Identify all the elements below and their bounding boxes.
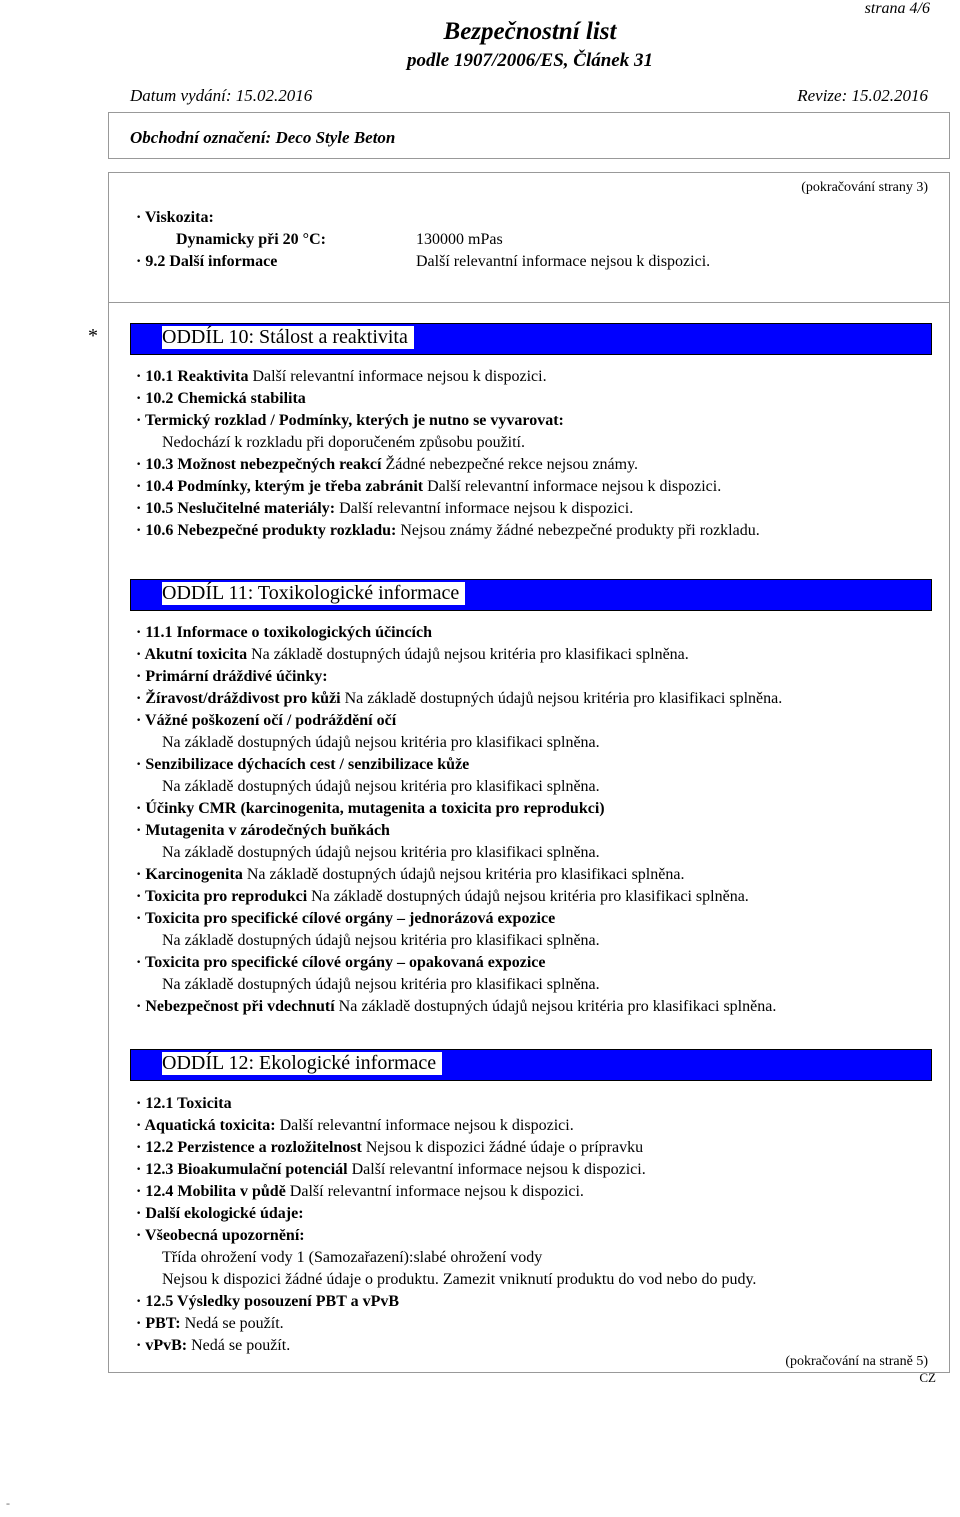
divider <box>949 172 950 1372</box>
stot-repeated-value: Na základě dostupných údajů nejsou kritéria pro klasifikaci splněna. <box>162 976 600 993</box>
primary-irritant-label: · Primární dráždivé účinky: <box>136 668 328 685</box>
skin-corrosion-label: · Žíravost/dráždivost pro kůži <box>136 690 341 707</box>
aquatic-toxicity-label: · Aquatická toxicita: <box>136 1117 276 1134</box>
viscosity-label: · Viskozita: <box>136 209 214 226</box>
carcinogenicity-label: · Karcinogenita <box>136 866 243 883</box>
trade-name: Obchodní označení: Deco Style Beton <box>130 128 396 147</box>
no-product-data: Nejsou k dispozici žádné údaje o produktu. Zamezit vniknutí produktu do vod nebo do pudy. <box>162 1271 757 1288</box>
conditions-to-avoid-label: · 10.4 Podmínky, kterým je třeba zabránit <box>136 478 424 495</box>
dynamic-viscosity-label: Dynamicky při 20 °C: <box>176 231 326 248</box>
divider <box>949 112 950 159</box>
eye-damage-label: · Vážné poškození očí / podráždění očí <box>136 712 397 729</box>
chemical-stability-label: · 10.2 Chemická stabilita <box>136 390 306 407</box>
acute-toxicity-value: Na základě dostupných údajů nejsou kritéria pro klasifikaci splněna. <box>247 646 689 663</box>
stot-single-label: · Toxicita pro specifické cílové orgány – jednorázová expozice <box>136 910 556 927</box>
bioaccumulation-label: · 12.3 Bioakumulační potenciál <box>136 1161 348 1178</box>
reproductive-toxicity-label: · Toxicita pro reprodukci <box>136 888 308 905</box>
divider <box>108 112 109 159</box>
other-eco-label: · Další ekologické údaje: <box>136 1205 304 1222</box>
mobility-value: Další relevantní informace nejsou k dispozici. <box>285 1183 584 1200</box>
section-10-title: ODDÍL 10: Stálost a reaktivita <box>162 326 414 349</box>
conditions-to-avoid-value: Další relevantní informace nejsou k dispozici. <box>423 478 722 495</box>
divider <box>108 158 950 159</box>
pbt-value: Nedá se použít. <box>180 1315 284 1332</box>
cmr-effects-label: · Účinky CMR (karcinogenita, mutagenita a toxicita pro reprodukci) <box>136 800 605 817</box>
continued-from: (pokračování strany 3) <box>801 180 928 195</box>
pbt-vpvb-label: · 12.5 Výsledky posouzení PBT a vPvB <box>136 1293 400 1310</box>
persistence-value: Nejsou k dispozici žádné údaje o prípravku <box>361 1139 644 1156</box>
hazardous-reactions-label: · 10.3 Možnost nebezpečných reakcí <box>136 456 382 473</box>
thermal-decomposition-label: · Termický rozklad / Podmínky, kterých je nutno se vyvarovat: <box>136 412 564 429</box>
mutagenicity-label: · Mutagenita v zárodečných buňkách <box>136 822 390 839</box>
divider <box>108 1372 950 1373</box>
divider <box>108 172 950 173</box>
document-subtitle: podle 1907/2006/ES, Článek 31 <box>407 50 653 71</box>
continued-to: (pokračování na straně 5) <box>785 1354 928 1369</box>
issue-date: Datum vydání: 15.02.2016 <box>130 86 313 105</box>
revision-marker: * <box>88 325 98 347</box>
other-info-label: · 9.2 Další informace <box>136 253 278 270</box>
reactivity-label: · 10.1 Reaktivita <box>136 368 249 385</box>
corner-mark: - <box>6 1496 10 1510</box>
reproductive-toxicity-value: Na základě dostupných údajů nejsou kritéria pro klasifikaci splněna. <box>307 888 749 905</box>
aspiration-hazard-value: Na základě dostupných údajů nejsou kritéria pro klasifikaci splněna. <box>334 998 777 1015</box>
toxicity-label: · 12.1 Toxicita <box>136 1095 232 1112</box>
section-12-title: ODDÍL 12: Ekologické informace <box>162 1052 442 1075</box>
persistence-label: · 12.2 Perzistence a rozložitelnost <box>136 1139 362 1156</box>
vpvb-value: Nedá se použít. <box>187 1337 291 1354</box>
divider <box>108 172 109 1372</box>
incompatible-materials-value: Další relevantní informace nejsou k dispozici. <box>335 500 634 517</box>
sensitisation-label: · Senzibilizace dýchacích cest / senzibilizace kůže <box>136 756 470 773</box>
language-code: CZ <box>919 1370 936 1385</box>
section-11-title: ODDÍL 11: Toxikologické informace <box>162 582 465 605</box>
revision-date: Revize: 15.02.2016 <box>797 86 928 105</box>
reactivity-value: Další relevantní informace nejsou k dispozici. <box>248 368 547 385</box>
vpvb-label: · vPvB: <box>136 1337 188 1354</box>
mobility-label: · 12.4 Mobilita v půdě <box>136 1183 286 1200</box>
toxicological-effects-label: · 11.1 Informace o toxikologických účincích <box>136 624 432 641</box>
stot-single-value: Na základě dostupných údajů nejsou kritéria pro klasifikaci splněna. <box>162 932 600 949</box>
decomposition-products-label: · 10.6 Nebezpečné produkty rozkladu: <box>136 522 397 539</box>
incompatible-materials-label: · 10.5 Neslučitelné materiály: <box>136 500 336 517</box>
water-hazard-class: Třída ohrožení vody 1 (Samozařazení):slabé ohrožení vody <box>162 1249 543 1266</box>
pbt-label: · PBT: <box>136 1315 181 1332</box>
aspiration-hazard-label: · Nebezpečnost při vdechnutí <box>136 998 335 1015</box>
skin-corrosion-value: Na základě dostupných údajů nejsou kritéria pro klasifikaci splněna. <box>340 690 783 707</box>
thermal-decomposition-value: Nedochází k rozkladu při doporučeném způsobu použití. <box>162 434 525 451</box>
other-info-value: Další relevantní informace nejsou k dispozici. <box>416 253 711 270</box>
acute-toxicity-label: · Akutní toxicita <box>136 646 248 663</box>
hazardous-reactions-value: Žádné nebezpečné rekce nejsou známy. <box>381 456 639 473</box>
decomposition-products-value: Nejsou známy žádné nebezpečné produkty při rozkladu. <box>396 522 760 539</box>
mutagenicity-value: Na základě dostupných údajů nejsou kritéria pro klasifikaci splněna. <box>162 844 600 861</box>
aquatic-toxicity-value: Další relevantní informace nejsou k dispozici. <box>275 1117 574 1134</box>
eye-damage-value: Na základě dostupných údajů nejsou kritéria pro klasifikaci splněna. <box>162 734 600 751</box>
general-notes-label: · Všeobecná upozornění: <box>136 1227 305 1244</box>
divider <box>108 302 950 303</box>
stot-repeated-label: · Toxicita pro specifické cílové orgány – opakovaná expozice <box>136 954 546 971</box>
page-number: strana 4/6 <box>864 0 930 17</box>
dynamic-viscosity-value: 130000 mPas <box>416 231 503 248</box>
carcinogenicity-value: Na základě dostupných údajů nejsou kritéria pro klasifikaci splněna. <box>242 866 685 883</box>
bioaccumulation-value: Další relevantní informace nejsou k dispozici. <box>347 1161 646 1178</box>
sensitisation-value: Na základě dostupných údajů nejsou kritéria pro klasifikaci splněna. <box>162 778 600 795</box>
header-divider <box>108 112 950 113</box>
document-title: Bezpečnostní list <box>443 18 617 45</box>
